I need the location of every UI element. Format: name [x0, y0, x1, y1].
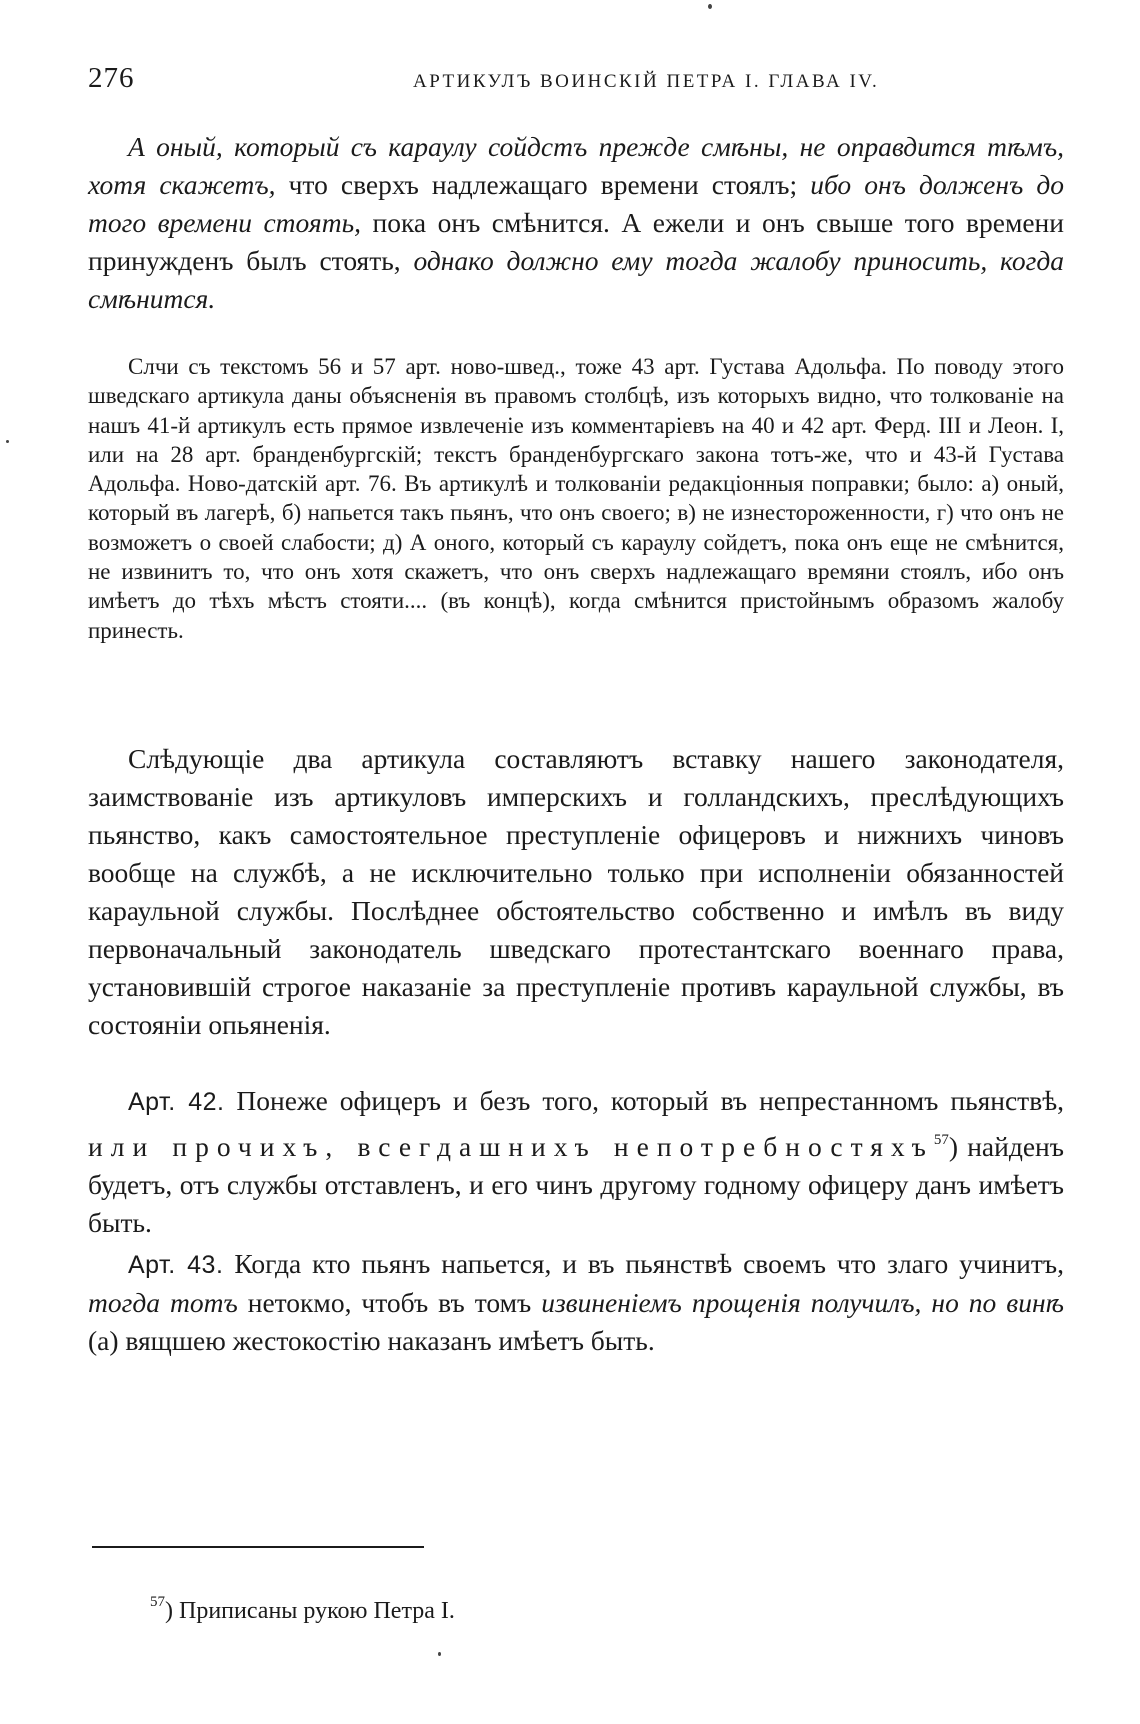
- roman-text: Когда кто пьянъ напьется, и въ пьянствѣ своемъ что злаго учинитъ,: [223, 1248, 1064, 1279]
- page-number: 276: [88, 62, 135, 94]
- article-42-block: [88, 1082, 1064, 1242]
- footnote-text: ) Приписаны рукою Петра I.: [165, 1598, 455, 1624]
- italic-text: А оный, который съ караулу сойдстъ прежде смѣны, не оправдится тѣмъ, хотя скажетъ,: [88, 131, 1064, 200]
- roman-text: ) найденъ будетъ, отъ службы отставленъ, и его чинъ другому годному офицеру данъ имѣетъ быть.: [88, 1131, 1064, 1238]
- roman-text: нетокмо, чтобъ въ томъ: [237, 1287, 542, 1318]
- italic-text: ибо онъ долженъ до того времени стоять,: [88, 169, 1065, 238]
- italic-text: тогда тотъ: [88, 1287, 238, 1318]
- paragraph-intro: Слѣдующіе два артикула составляютъ вставку нашего законодателя, заимствованіе изъ артикуловъ имперскихъ и голландскихъ, преслѣдующихъ пьянство, какъ самостоятельное преступленіе офицеровъ и нижнихъ чиновъ вообще на службѣ, а не исключительно только при исполненіи обязанностей караульной службы. Послѣднее обстоятельство собственно и имѣлъ въ виду первоначальный законодатель шведскаго протестантскаго военнаго права, установившій строгое наказаніе за преступленіе противъ караульной службы, въ состояніи опьяненія.: [88, 743, 1064, 1040]
- paragraph-commentary: Слчи съ текстомъ 56 и 57 арт. ново-швед., тоже 43 арт. Густава Адольфа. По поводу этого шведскаго артикула даны объясненія въ правомъ столбцѣ, изъ которыхъ видно, что толкованіе на нашъ 41-й артикулъ есть прямое извлеченіе изъ комментаріевъ на 40 и 42 арт. Ферд. III и Леон. I, или на 28 арт. бранденбургскій; текстъ бранденбургскаго закона тотъ-же, что и 43-й Густава Адольфа. Ново-датскій арт. 76. Въ артикулѣ и толкованіи редакціонныя поправки; было: а) оный, который въ лагерѣ, б) напьется такъ пьянъ, что онъ своего; в) не изнестороженности, г) что онъ не возможетъ о своей слабости; д) А оного, который съ караулу сойдетъ, пока онъ еще не смѣнится, не извинитъ то, что онъ хотя скажетъ, что онъ сверхъ надлежащаго времяни стоялъ, ибо онъ имѣетъ до тѣхъ мѣстъ стояти.... (въ концѣ), когда смѣнится пристойнымъ образомъ жалобу принесть.: [88, 354, 1064, 643]
- article-number: Арт. 43.: [128, 1251, 224, 1279]
- page-header: [88, 62, 1062, 98]
- print-speck: [6, 440, 9, 443]
- print-speck: [438, 1652, 441, 1656]
- footnote-mark: 57: [150, 1594, 165, 1610]
- roman-text: Понеже офицеръ и безъ того, который въ непрестанномъ пьянствѣ,: [224, 1085, 1064, 1116]
- paragraph-article-41: [88, 128, 1064, 318]
- italic-text: извиненіемъ прощенія получилъ, но по винѣ: [541, 1287, 1064, 1318]
- article-43-block: [88, 1245, 1064, 1360]
- italic-text: однако должно ему тогда жалобу приносить, когда смѣнится.: [88, 245, 1064, 314]
- paragraph-article-42: [88, 1082, 1064, 1242]
- paragraph-article-43: [88, 1245, 1064, 1360]
- footnote: [150, 1594, 455, 1625]
- article-number: Арт. 42.: [128, 1088, 225, 1116]
- article-41-text: [88, 128, 1064, 318]
- roman-text: (а) вящшею жестокостію наказанъ имѣетъ быть.: [88, 1325, 655, 1356]
- spaced-text: или прочихъ, всегдашнихъ непотребностяхъ: [88, 1131, 934, 1162]
- footnote-divider: [92, 1546, 424, 1548]
- roman-text: что сверхъ надлежащаго времени стоялъ;: [275, 169, 811, 200]
- commentary-block: [88, 352, 1064, 645]
- running-title: АРТИКУЛЪ ВОИНСКІЙ ПЕТРА I. ГЛАВА IV.: [413, 71, 880, 92]
- footnote-reference: 57: [933, 1132, 949, 1148]
- intro-block: [88, 740, 1064, 1044]
- print-speck: [708, 4, 712, 9]
- roman-text: пока онъ смѣнится. А ежели и онъ свыше того времени принужденъ былъ стоять,: [88, 207, 1064, 276]
